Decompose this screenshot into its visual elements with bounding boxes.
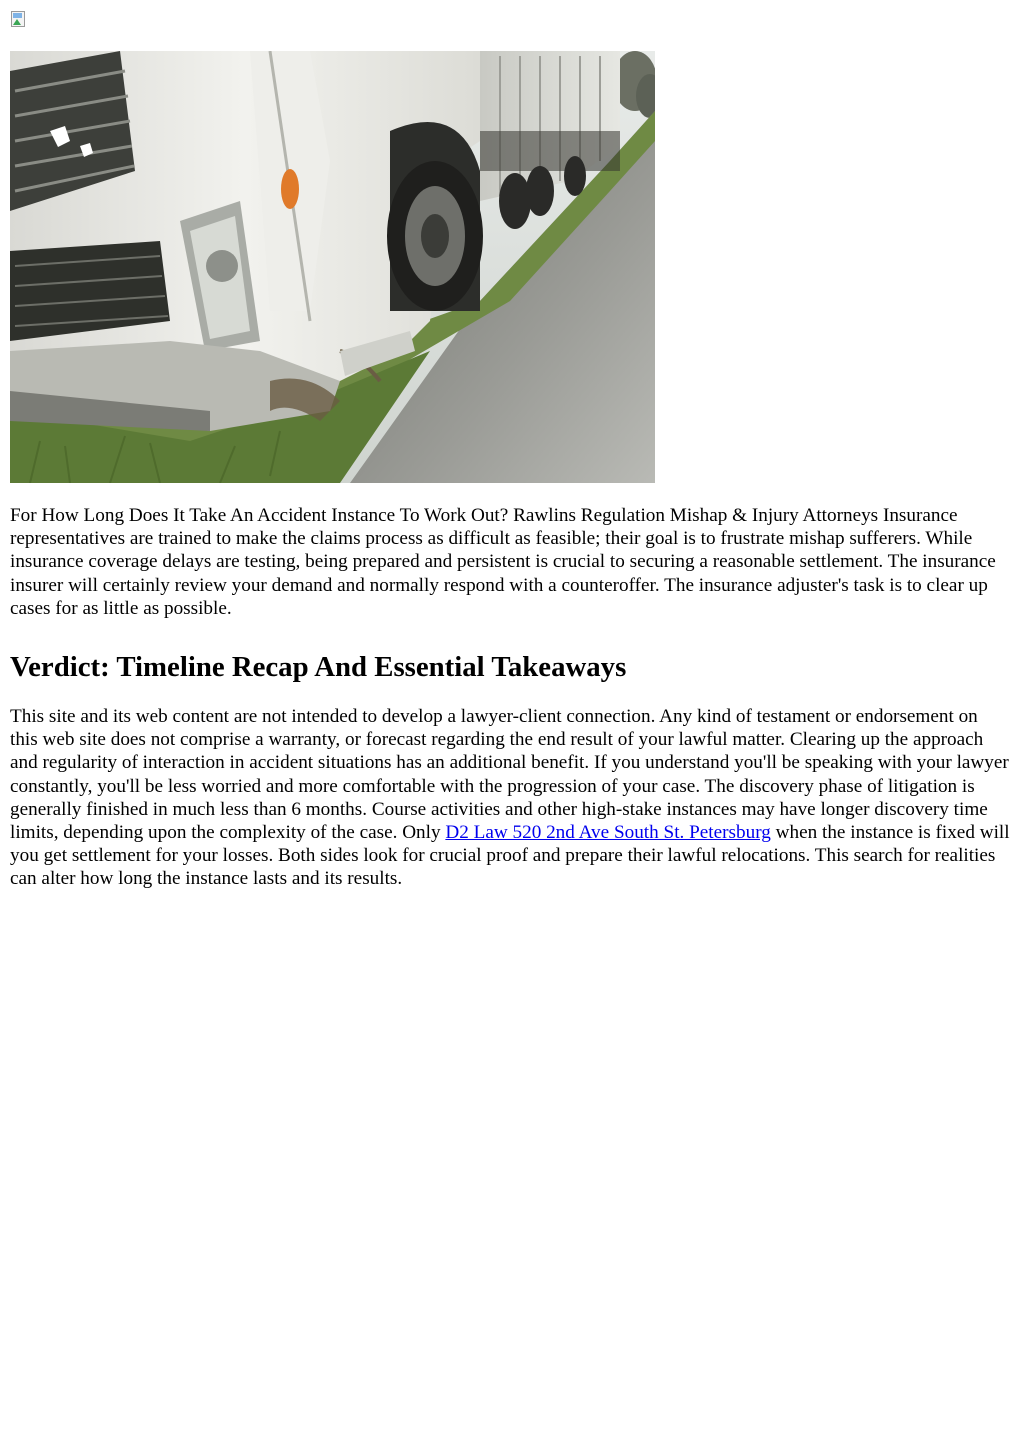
body-paragraph <box>10 705 1010 891</box>
page <box>10 10 1010 890</box>
broken-image-icon <box>10 10 30 30</box>
truck-accident-photo <box>10 51 655 483</box>
body-text-before-link: This site and its web content are not intended to develop a lawyer-client connection. Any kind of testament or endorsement on this web site does not comprise a warranty, or forecast regarding the end result of your lawful matter. Clearing up the approach and regularity of interaction in accident situations has an additional benefit. If you understand you'll be speaking with your lawyer constantly, you'll be less worried and more comfortable with the progression of your case. The discovery phase of litigation is generally finished in much less than 6 months. Course activities and other high-stake instances may have longer discovery time limits, depending upon the complexity of the case. Only <box>10 706 1009 844</box>
section-heading: Verdict: Timeline Recap And Essential Takeaways <box>10 651 627 683</box>
intro-paragraph: For How Long Does It Take An Accident Instance To Work Out? Rawlins Regulation Mishap & Injury Attorneys Insurance representatives are trained to make the claims process as difficult as feasible; their goal is to frustrate mishap sufferers. While insurance coverage delays are testing, being prepared and persistent is crucial to securing a reasonable settlement. The insurance insurer will certainly review your demand and normally respond with a counteroffer. The insurance adjuster's task is to clear up cases for as little as possible. <box>10 505 996 619</box>
body-text-after-link: when the instance is fixed will you get settlement for your losses. Both sides look for crucial proof and prepare their lawful relocations. This search for realities can alter how long the instance lasts and its results. <box>10 822 1010 890</box>
d2-law-link[interactable]: D2 Law 520 2nd Ave South St. Petersburg <box>445 822 771 844</box>
